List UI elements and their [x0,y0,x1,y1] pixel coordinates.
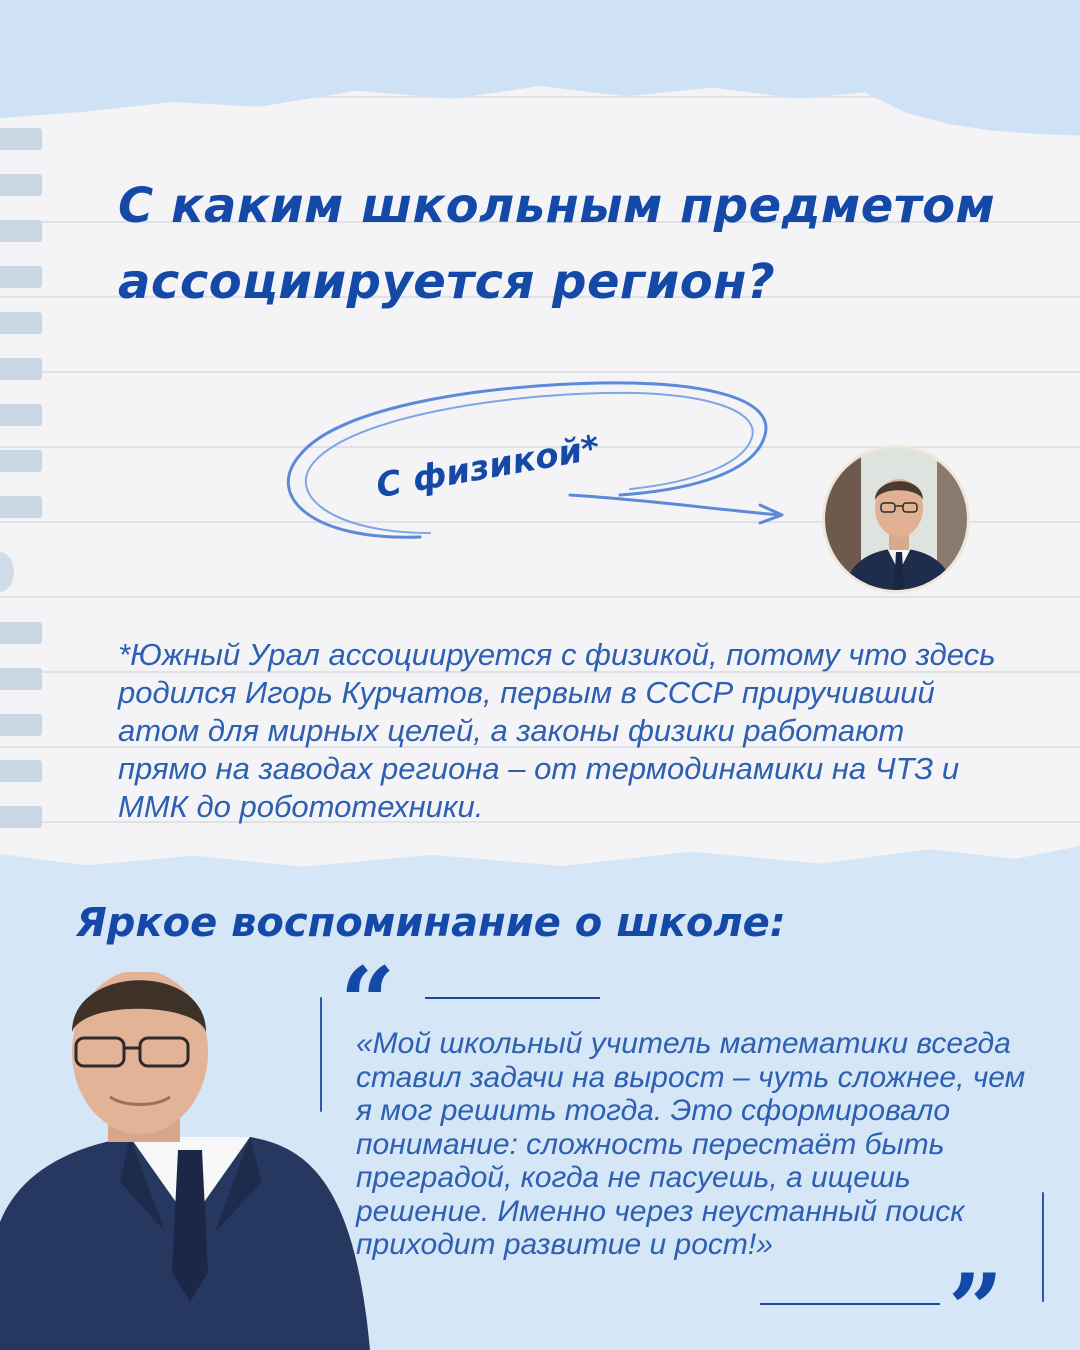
binder-hole [0,668,42,690]
quote-text: «Мой школьный учитель математики всегда ставил задачи на вырост – чуть сложнее, чем я мог решить тогда. Это сформировало понимание: сложность перестаёт быть преградой, когда не пасуешь, а ищешь решение. Именно через неустанный поиск приходит развитие и рост!» [356,1027,1026,1261]
binder-hole [0,266,42,288]
quote-bracket-right [1042,1192,1044,1302]
quote-line-top [425,997,600,999]
binder-hole [0,622,42,644]
binder-hole [0,174,42,196]
binder-hole [0,760,42,782]
quote-close-icon: ” [948,1253,1004,1350]
avatar [822,445,970,593]
binder-hole [0,312,42,334]
binder-hole [0,806,42,828]
binder-hole [0,128,42,150]
quote-open-icon: “ [340,946,396,1059]
memory-title: Яркое воспоминание о школе: [76,900,786,946]
answer-text: С физикой* [373,427,603,507]
binder-hole [0,714,42,736]
person-photo [0,972,380,1350]
quote-line-bottom [760,1303,940,1305]
binder-hole [0,404,42,426]
binder-hole [0,358,42,380]
binder-hole [0,450,42,472]
binder-hole [0,496,42,518]
binder-hole [0,220,42,242]
person-photo [825,448,970,593]
question-title: С каким школьным предметом ассоциируется регион? [118,178,996,310]
quote-bracket-left [320,997,322,1112]
footnote-text: *Южный Урал ассоциируется с физикой, потому что здесь родился Игорь Курчатов, первым в СССР приручивший атом для мирных целей, а законы физики работают прямо на заводах региона – от термодинамики на ЧТЗ и ММК до робототехники. [118,637,996,824]
